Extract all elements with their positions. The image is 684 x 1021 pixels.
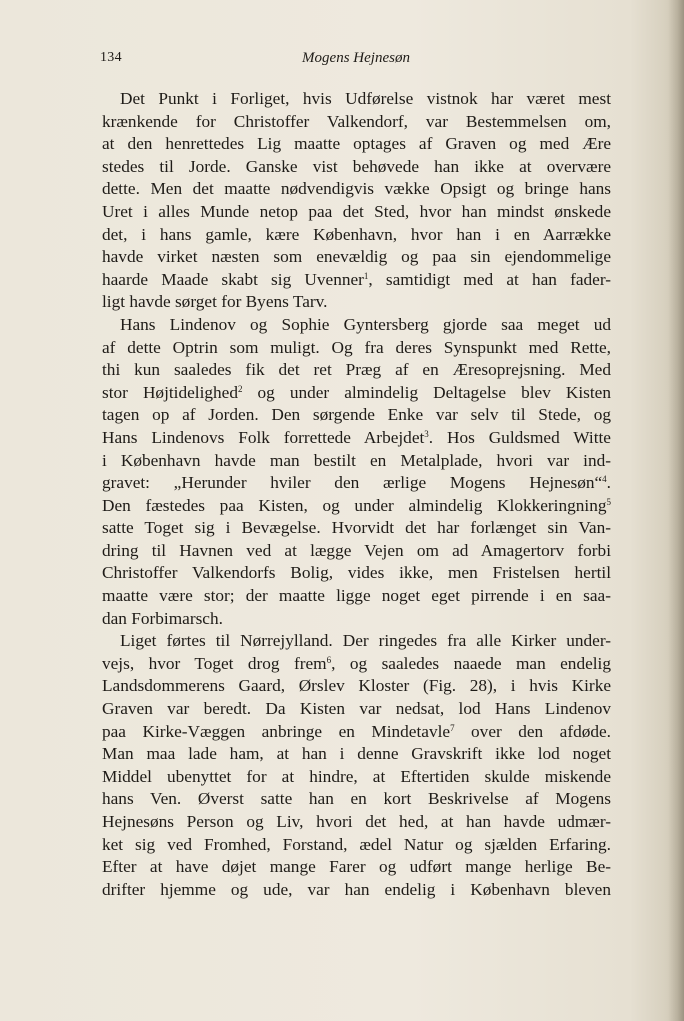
text-line-content: Den fæstedes paa Kisten, og under almindelig Klokkeringning	[102, 495, 607, 515]
text-line-content: hans Ven. Øverst satte han en kort Beskrivelse af Mogens	[102, 789, 611, 809]
text-line-content: krænkende for Christoffer Valkendorf, var Bestemmelsen om,	[102, 111, 611, 131]
text-line-content: Man maa lade ham, at han i denne Gravskrift ikke lod noget	[102, 744, 611, 764]
text-line-content: Middel ubenyttet for at hindre, at Eftertiden skulde miskende	[102, 766, 611, 786]
text-line-content: ket sig ved Fromhed, Forstand, ædel Natur og sjælden Erfaring.	[102, 834, 611, 854]
body-text	[102, 88, 611, 901]
text-line	[102, 88, 611, 111]
text-line	[102, 450, 611, 473]
text-line-content: Landsdommerens Gaard, Ørslev Kloster (Fig. 28), i hvis Kirke	[102, 676, 611, 696]
text-line-content: satte Toget sig i Bevægelse. Hvorvidt det har forlænget sin Van-	[102, 518, 611, 538]
text-line-continuation: .	[606, 473, 611, 493]
footnote-marker: 5	[606, 496, 611, 507]
text-line-content: dan Forbimarsch.	[102, 608, 223, 628]
page-edge-shadow	[668, 0, 684, 1021]
text-line	[102, 404, 611, 427]
text-line	[102, 743, 611, 766]
text-line-content: Christoffer Valkendorfs Bolig, vides ikke, men Fristelsen hertil	[102, 563, 611, 583]
text-line	[102, 246, 611, 269]
text-line-content: thi kun saaledes fik det ret Præg af en Æresoprejsning. Med	[102, 360, 611, 380]
footnote-marker: 3	[424, 428, 429, 439]
text-line-content: Graven var beredt. Da Kisten var nedsat, lod Hans Lindenov	[102, 699, 611, 719]
text-line	[102, 201, 611, 224]
text-line-content: haarde Maade skabt sig Uvenner	[102, 269, 364, 289]
text-line-content: at den henrettedes Lig maatte optages af Graven og med Ære	[102, 134, 611, 154]
text-line-content: Hejnesøns Person og Liv, hvori det hed, at han havde udmær-	[102, 812, 611, 831]
text-line-continuation: . Hos Guldsmed Witte	[428, 427, 611, 447]
text-line	[102, 427, 611, 450]
text-line-content: Liget førtes til Nørrejylland. Der ringedes fra alle Kirker under-	[120, 631, 611, 651]
text-line-content: drifter hjemme og ude, var han endelig i København bleven	[102, 879, 611, 899]
text-line-content: Det Punkt i Forliget, hvis Udførelse vistnok har været mest	[120, 89, 611, 108]
text-line-content: Uret i alles Munde netop paa det Sted, hvor han mindst ønskede	[102, 201, 611, 221]
text-line-content: Efter at have døjet mange Farer og udført mange herlige Be-	[102, 857, 611, 877]
text-line-content: Hans Lindenov og Sophie Gyntersberg gjorde saa meget ud	[120, 314, 611, 334]
text-line	[102, 314, 611, 337]
text-line-content: gravet: „Herunder hviler den ærlige Mogens Hejnesøn“	[102, 473, 603, 493]
text-line	[102, 224, 611, 247]
page-number: 134	[100, 50, 122, 65]
text-line-content: paa Kirke-Væggen anbringe en Mindetavle	[102, 721, 451, 741]
text-line	[102, 291, 611, 314]
text-line	[102, 879, 611, 902]
text-line	[102, 562, 611, 585]
text-line-content: ligt havde sørget for Byens Tarv.	[102, 292, 328, 312]
text-line	[102, 630, 611, 653]
text-line-content: det, i hans gamle, kære København, hvor han i en Aarrække	[102, 224, 611, 244]
text-line	[102, 834, 611, 857]
text-line	[102, 766, 611, 789]
footnote-marker: 1	[363, 270, 369, 281]
text-line-content: stor Højtidelighed	[102, 382, 238, 402]
text-line	[102, 337, 611, 360]
text-line	[102, 675, 611, 698]
text-line-content: maatte være stor; der maatte ligge noget eget pirrende i en saa-	[102, 586, 611, 606]
text-line-content: af dette Optrin som muligt. Og fra deres Synspunkt med Rette,	[102, 337, 611, 357]
text-line	[102, 856, 611, 879]
text-line-continuation: , samtidigt med at han fader-	[368, 269, 611, 289]
text-line	[102, 178, 611, 201]
text-line	[102, 517, 611, 540]
text-line	[102, 698, 611, 721]
text-line	[102, 133, 611, 156]
text-line	[102, 382, 611, 405]
text-line-content: Hans Lindenovs Folk forrettede Arbejdet	[102, 427, 425, 447]
text-line	[102, 156, 611, 179]
text-line-content: tagen op af Jorden. Den sørgende Enke var selv til Stede, og	[102, 405, 611, 425]
text-line	[102, 585, 611, 608]
text-line-continuation: over den afdøde.	[454, 721, 611, 741]
text-line-content: stedes til Jorde. Ganske vist behøvede han ikke at overvære	[102, 156, 611, 176]
text-line	[102, 721, 611, 744]
page-header	[100, 50, 612, 70]
running-title: Mogens Hejnesøn	[302, 50, 410, 66]
text-line-content: havde virket næsten som enevældig og paa sin ejendommelige	[102, 247, 611, 267]
text-line	[102, 269, 611, 292]
text-line	[102, 788, 611, 811]
text-line	[102, 359, 611, 382]
text-line	[102, 653, 611, 676]
text-line	[102, 472, 611, 495]
footnote-marker: 7	[450, 722, 455, 733]
footnote-marker: 4	[602, 474, 607, 485]
text-line	[102, 495, 611, 518]
text-line	[102, 540, 611, 563]
text-line	[102, 811, 611, 834]
text-line-continuation: og under almindelig Deltagelse blev Kisten	[242, 382, 611, 402]
text-line	[102, 608, 611, 631]
footnote-marker: 2	[237, 383, 243, 394]
text-line-continuation: , og saaledes naaede man endelig	[331, 653, 611, 673]
text-line-content: dring til Havnen ved at lægge Vejen om ad Amagertorv forbi	[102, 540, 611, 560]
text-line-content: vejs, hvor Toget drog frem	[102, 653, 327, 673]
text-line	[102, 111, 611, 134]
footnote-marker: 6	[326, 654, 332, 665]
text-line-content: i København havde man bestilt en Metalplade, hvori var ind-	[102, 450, 611, 470]
text-line-content: dette. Men det maatte nødvendigvis vække Opsigt og bringe hans	[102, 179, 611, 199]
